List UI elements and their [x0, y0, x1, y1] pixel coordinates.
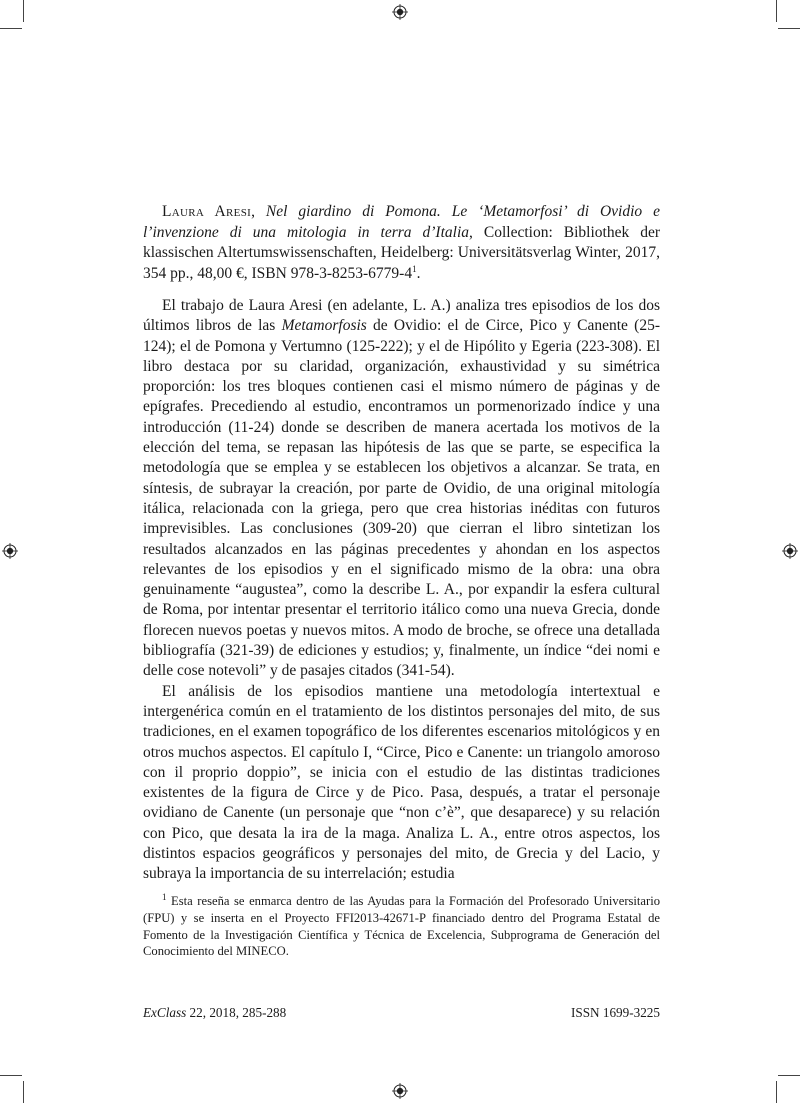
- crop-mark-right-top: [778, 28, 800, 29]
- crop-mark-top-left: [23, 0, 24, 22]
- crop-mark-bottom-left: [23, 1081, 24, 1103]
- footnote-reference: 1: [412, 263, 417, 274]
- crop-mark-left-bottom: [0, 1075, 22, 1076]
- registration-mark-icon: [782, 543, 798, 559]
- registration-mark-icon: [2, 543, 18, 559]
- registration-mark-icon: [392, 4, 408, 20]
- crop-mark-left-top: [0, 28, 22, 29]
- crop-mark-top-right: [776, 0, 777, 22]
- review-body: [143, 296, 660, 885]
- footnote: [143, 893, 660, 960]
- crop-mark-right-bottom: [778, 1075, 800, 1076]
- paragraph-1: [143, 296, 660, 682]
- paragraph-2: El análisis de los episodios mantiene una metodología intertextual e intergenérica común en el tratamiento de los distintos personajes del mito, de sus tradiciones, en el examen topográfico de los diferentes escenarios mitológicos y en otros muchos aspectos. El capítulo I, “Circe, Pico e Canente: un triangolo amoroso con il proprio doppio”, se inicia con el estudio de las distintas tradiciones existentes de la figura de Circe y de Pico. Pasa, después, a tratar el personaje ovidiano de Canente (un personaje que “non c’è”, que desaparece) y su relación con Pico, que desata la ira de la maga. Analiza L. A., entre otros aspectos, los distintos espacios geográficos y personajes del mito, de Grecia y del Lacio, y subraya la importancia de su interrelación; estudia: [143, 682, 660, 883]
- reviewed-book-details: , Collection: Bibliothek der klassischen Altertumswissenschaften, Heidelberg: Universitätsverlag Winter, 2017, 354 pp., 48,00 €, ISBN 978-3-8253-6779-4: [143, 223, 660, 282]
- registration-mark-icon: [392, 1083, 408, 1099]
- reviewed-book-title: Nel giardino di Pomona. Le ‘Metamorfosi’ di Ovidio e l’invenzione di una mitologia in terra d’Italia: [143, 203, 660, 241]
- paragraph-1-text-start: El trabajo de Laura Aresi (en adelante, L. A.) analiza tres episodios de los dos últimos libros de las: [143, 297, 660, 335]
- journal-citation: [143, 1005, 286, 1021]
- footnote-text: Esta reseña se enmarca dentro de las Ayudas para la Formación del Profesorado Universitario (FPU) y se inserta en el Proyecto FFI2013-42671-P financiado dentro del Programa Estatal de Fomento de la Investigación Científica y Técnica de Excelencia, Subprograma de Generación del Conocimiento del MINECO.: [143, 894, 660, 959]
- review-heading: [143, 202, 660, 284]
- heading-separator: ,: [251, 203, 266, 220]
- journal-volume-pages: 22, 2018, 285-288: [186, 1005, 287, 1020]
- paragraph-1-text-end: de Ovidio: el de Circe, Pico y Canente (25-124); el de Pomona y Vertumno (125-222); y el de Hipólito y Egeria (223-308). El libro destaca por su claridad, organización, exhaustividad y su simétrica proporción: los tres bloques contienen casi el mismo número de páginas y de epígrafes. Precediendo al estudio, encontramos un pormenorizado índice y una introducción (11-24) donde se describen de manera acertada los motivos de la elección del tema, se repasan las hipótesis de las que se parte, se especifica la metodología que se emplea y se establecen los objetivos a alcanzar. Se trata, en síntesis, de subrayar la creación, por parte de Ovidio, de una original mitología itálica, relacionada con la griega, pero que crea historias inéditas con futuros imprevisibles. Las conclusiones (309-20) que cierran el libro sintetizan los resultados alcanzados en las páginas precedentes y ahondan en los aspectos relevantes de los episodios y en el significado mismo de la obra: una obra genuinamente “augustea”, como la describe L. A., por expandir la esfera cultural de Roma, por intentar presentar el territorio itálico como una nueva Grecia, donde florecen nuevos poetas y nuevos mitos. A modo de broche, se ofrece una detallada bibliografía (321-39) de ediciones y estudios; y, finalmente, un índice “dei nomi e delle cose notevoli” y de pasajes citados (341-54).: [143, 317, 660, 680]
- footnote-mark: 1: [162, 891, 167, 902]
- issn: ISSN 1699-3225: [570, 1005, 660, 1020]
- reviewed-author: Laura Aresi: [162, 203, 252, 220]
- journal-name: ExClass: [143, 1005, 187, 1020]
- metamorfosis-title: Metamorfosis: [281, 317, 367, 335]
- crop-mark-bottom-right: [776, 1081, 777, 1103]
- heading-end: .: [416, 264, 421, 282]
